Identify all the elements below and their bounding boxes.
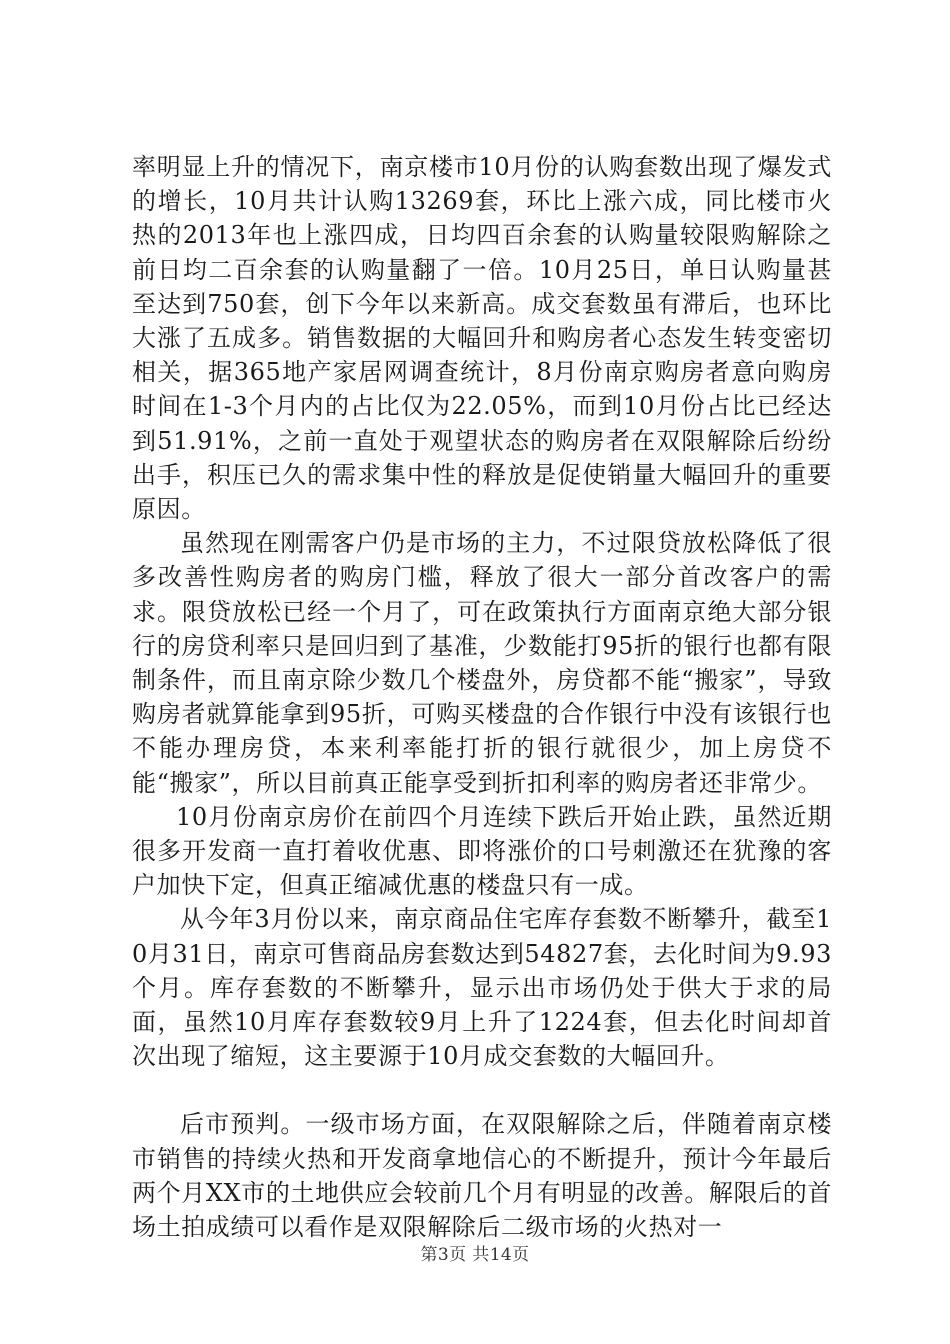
document-body (132, 150, 832, 1244)
paragraph-2: 虽然现在刚需客户仍是市场的主力，不过限贷放松降低了很多改善性购房者的购房门槛，释放了很大一部分首改客户的需求。限贷放松已经一个月了，可在政策执行方面南京绝大部分银行的房贷利率只是回归到了基准，少数能打95折的银行也都有限制条件，而且南京除少数几个楼盘外，房贷都不能“搬家”，导致购房者就算能拿到95折，可购买楼盘的合作银行中没有该银行也不能办理房贷，本来利率能打折的银行就很少，加上房贷不能“搬家”，所以目前真正能享受到折扣利率的购房者还非常少。 (132, 529, 832, 797)
paragraph-3: 10月份南京房价在前四个月连续下跌后开始止跌，虽然近期很多开发商一直打着收优惠、即将涨价的口号刺激还在犹豫的客户加快下定，但真正缩减优惠的楼盘只有一成。 (132, 802, 832, 900)
paragraph-1: 率明显上升的情况下，南京楼市10月份的认购套数出现了爆发式的增长，10月共计认购13269套，环比上涨六成，同比楼市火热的2013年也上涨四成，日均四百余套的认购量较限购解除之前日均二百余套的认购量翻了一倍。10月25日，单日认购量甚至达到750套，创下今年以来新高。成交套数虽有滞后，也环比大涨了五成多。销售数据的大幅回升和购房者心态发生转变密切相关，据365地产家居网调查统计，8月份南京购房者意向购房时间在1-3个月内的占比仅为22.05%，而到10月份占比已经达到51.91%，之前一直处于观望状态的购房者在双限解除后纷纷出手，积压已久的需求集中性的释放是促使销量大幅回升的重要原因。 (132, 153, 832, 524)
paragraph-5: 后市预判。一级市场方面，在双限解除之后，伴随着南京楼市销售的持续火热和开发商拿地信心的不断提升，预计今年最后两个月XX市的土地供应会较前几个月有明显的改善。解限后的首场土拍成绩可以看作是双限解除后二级市场的火热对一 (132, 1110, 832, 1242)
paragraph-4: 从今年3月份以来，南京商品住宅库存套数不断攀升，截至10月31日，南京可售商品房套数达到54827套，去化时间为9.93个月。库存套数的不断攀升，显示出市场仍处于供大于求的局面，虽然10月库存套数较9月上升了1224套，但去化时间却首次出现了缩短，这主要源于10月成交套数的大幅回升。 (132, 905, 832, 1071)
page-number-footer: 第3页 共14页 (420, 1245, 530, 1265)
